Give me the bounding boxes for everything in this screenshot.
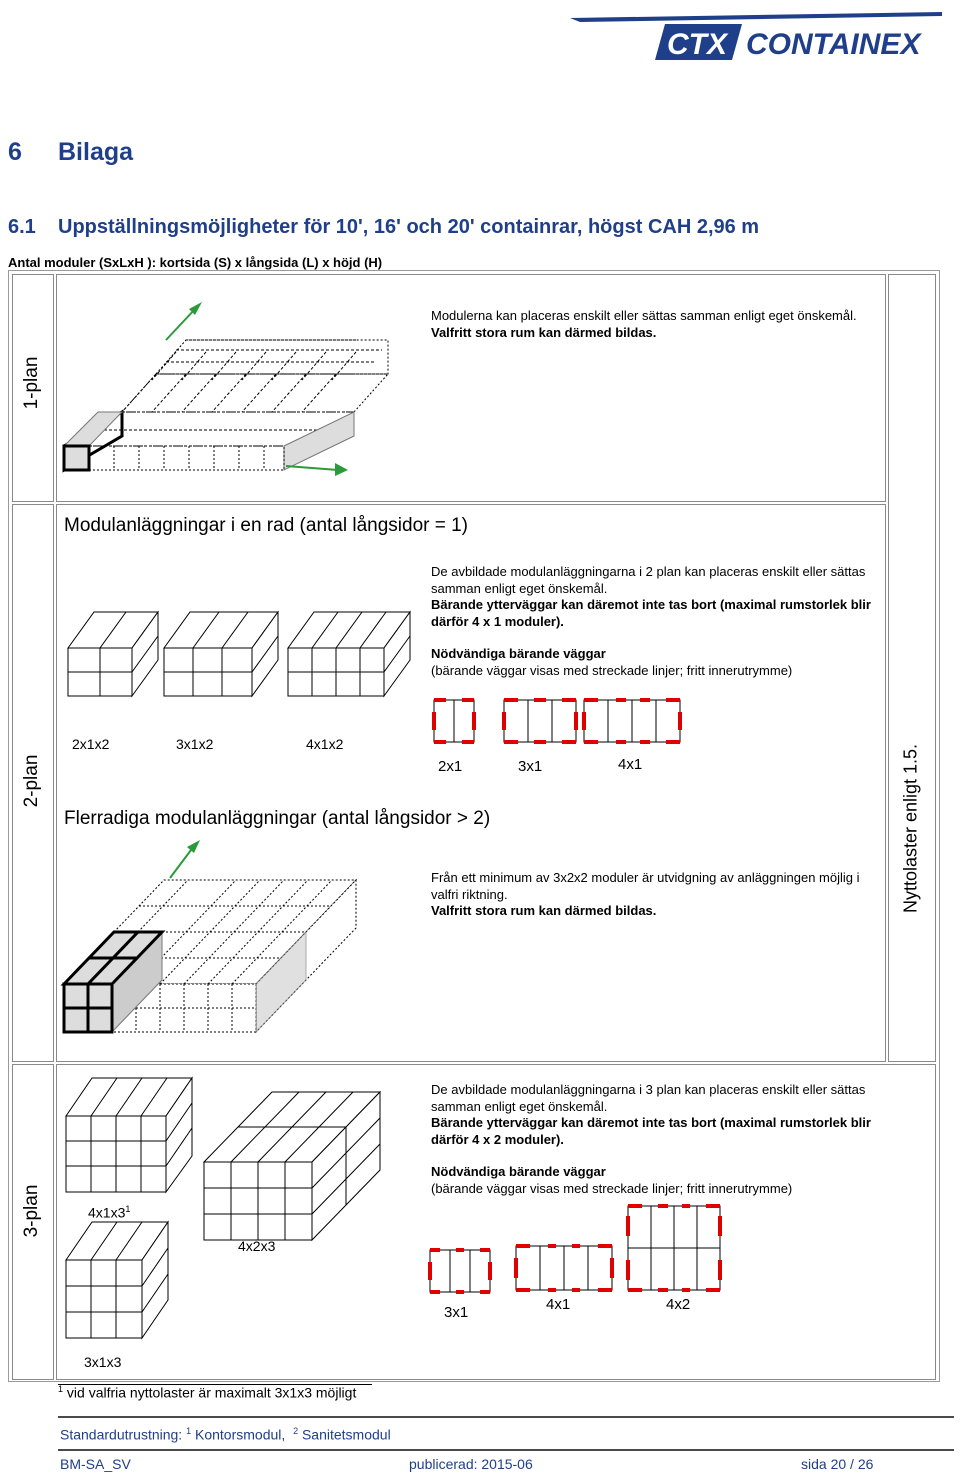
plan3-plan-label-1: 3x1 bbox=[444, 1304, 469, 1321]
plan3-wall-plans bbox=[426, 1200, 726, 1300]
plan2-label: 2-plan bbox=[21, 754, 42, 808]
plan2-box-label-2: 3x1x2 bbox=[176, 736, 214, 752]
plan3-text: De avbildade modulanläggningarna i 3 plan kan placeras enskilt eller sättas samman enligt eget önskemål. Bärande ytterväggar kan däremot inte tas bort (maximal rumstorlek blir därför 4 x 2 moduler). Nödvändiga bärande väggar (bärande väggar visas med streckade linjer; fritt innerutrymme) bbox=[431, 1082, 871, 1196]
plan2-multi-drawing bbox=[60, 838, 360, 1038]
plan1-drawing bbox=[56, 300, 376, 480]
plan3-plan-label-2: 4x1 bbox=[546, 1296, 571, 1313]
plan2-multi-heading: Flerradiga modulanläggningar (antal långsidor > 2) bbox=[64, 808, 491, 829]
plan3-label: 3-plan bbox=[21, 1184, 42, 1238]
plan3-box-label-3: 3x1x3 bbox=[84, 1354, 122, 1370]
plan1-text: Modulerna kan placeras enskilt eller sättas samman enligt eget önskemål. Valfritt stora rum kan därmed bildas. bbox=[431, 308, 857, 340]
footer-published: publicerad: 2015-06 bbox=[409, 1456, 533, 1472]
plan2-wall-plans bbox=[430, 694, 690, 750]
plan2-plan-label-3: 4x1 bbox=[618, 756, 643, 773]
plan1-label: 1-plan bbox=[21, 356, 42, 410]
subsection-heading: 6.1 Uppställningsmöjligheter för 10', 16' och 20' containrar, högst CAH 2,96 m bbox=[8, 216, 760, 238]
plan2-box-drawings bbox=[64, 600, 384, 700]
plan2-box-label-1: 2x1x2 bbox=[72, 736, 110, 752]
plan2-text: De avbildade modulanläggningarna i 2 plan kan placeras enskilt eller sättas samman enligt eget önskemål. Bärande ytterväggar kan däremot inte tas bort (maximal rumstorlek blir därför 4 x 1 moduler). Nödvändiga bärande väggar (bärande väggar visas med streckade linjer; fritt innerutrymme) bbox=[431, 564, 871, 678]
footer-page: sida 20 / 26 bbox=[801, 1456, 874, 1472]
right-column-cell bbox=[888, 274, 936, 1062]
intro-line: Antal moduler (SxLxH ): kortsida (S) x långsida (L) x höjd (H) bbox=[8, 255, 383, 270]
footer-doc-id: BM-SA_SV bbox=[60, 1456, 131, 1472]
logo-mark: CTX bbox=[667, 28, 727, 61]
footer-rule-bottom bbox=[58, 1449, 954, 1451]
containex-logo bbox=[570, 12, 942, 62]
plan2-box-label-3: 4x1x2 bbox=[306, 736, 344, 752]
section-heading: 6 Bilaga bbox=[8, 138, 134, 166]
plan3-plan-label-3: 4x2 bbox=[666, 1296, 691, 1313]
plan2-plan-label-2: 3x1 bbox=[518, 758, 543, 775]
plan2-plan-label-1: 2x1 bbox=[438, 758, 463, 775]
plan3-box-label-1: $4x1x3^1$ bbox=[88, 1204, 131, 1221]
payload-note: Nyttolaster enligt 1.5. bbox=[900, 743, 921, 914]
footer-rule-top bbox=[58, 1416, 954, 1418]
footnote: $^1$ vid valfria nyttolaster är maximalt 3x1x3 möjligt bbox=[58, 1384, 357, 1401]
logo-text: CONTAINEX bbox=[746, 28, 921, 61]
plan2-multi-text: Från ett minimum av 3x2x2 moduler är utvidgning av anläggningen möjlig i valfri riktning. Valfritt stora rum kan därmed bildas. bbox=[431, 870, 860, 918]
footer-standard: Standardutrustning: $^1$ Kontorsmodul, $^2$ Sanitetsmodul bbox=[60, 1426, 391, 1443]
plan2-row-heading: Modulanläggningar i en rad (antal långsidor = 1) bbox=[64, 515, 469, 536]
plan3-box-label-2: 4x2x3 bbox=[238, 1238, 276, 1254]
